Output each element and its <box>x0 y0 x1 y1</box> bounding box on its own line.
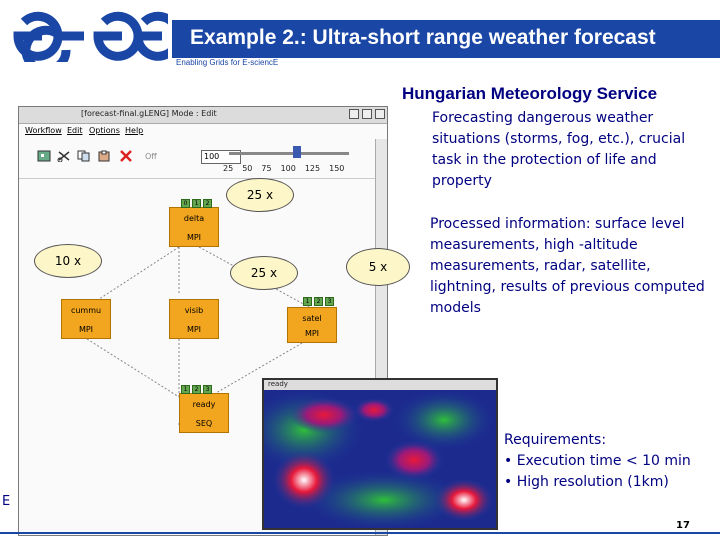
radar-heatmap <box>264 390 498 530</box>
port[interactable]: 1 <box>303 297 312 306</box>
job-cummu[interactable]: cummu MPI <box>61 299 111 339</box>
footer-text: E <box>2 494 11 509</box>
radar-window-title: ready <box>264 380 498 390</box>
page-number: 17 <box>676 520 690 531</box>
port[interactable]: 0 <box>181 199 190 208</box>
port[interactable]: 1 <box>192 199 201 208</box>
port[interactable]: 1 <box>181 385 190 394</box>
menu-help[interactable]: Help <box>125 126 144 135</box>
forecast-description: Forecasting dangerous weather situations (storms, fog, etc.), crucial task in the protection of life and property <box>432 110 686 189</box>
footer-line <box>0 532 720 534</box>
radar-image <box>262 378 498 530</box>
slider-ticks: 25 50 75 100 125 150 <box>223 164 345 173</box>
port[interactable]: 2 <box>314 297 323 306</box>
bubble-cummu-count: 10 x <box>34 244 102 278</box>
port[interactable]: 3 <box>203 385 212 394</box>
requirements <box>504 430 714 493</box>
egee-logo <box>12 10 168 62</box>
window-title: [forecast-final.gLENG] Mode : Edit <box>81 109 217 118</box>
job-satel[interactable]: satel MPI <box>287 307 337 343</box>
requirements-title: Requirements: <box>504 432 607 448</box>
job-delta[interactable]: delta MPI <box>169 207 219 247</box>
port[interactable]: 3 <box>325 297 334 306</box>
job-visib[interactable]: visib MPI <box>169 299 219 339</box>
close-button[interactable] <box>375 109 385 119</box>
zoom-select[interactable]: 100 <box>201 150 241 164</box>
port[interactable]: 2 <box>203 199 212 208</box>
port[interactable]: 2 <box>192 385 201 394</box>
menu-options[interactable]: Options <box>89 126 120 135</box>
slide-title: Example 2.: Ultra-short range weather forecast <box>190 26 656 49</box>
bubble-visib-count: 25 x <box>230 256 298 290</box>
menu-edit[interactable]: Edit <box>67 126 83 135</box>
requirement-item: • High resolution (1km) <box>504 474 669 490</box>
organization-title: Hungarian Meteorology Service <box>402 84 658 103</box>
job-ready[interactable]: ready SEQ <box>179 393 229 433</box>
requirement-item: • Execution time < 10 min <box>504 453 691 469</box>
bubble-satel-count: 5 x <box>346 248 410 286</box>
bubble-delta-count: 25 x <box>226 178 294 212</box>
zoom-label: Off <box>145 152 157 161</box>
tagline: Enabling Grids for E-sciencE <box>176 58 279 67</box>
slide-header <box>0 0 720 68</box>
processed-information: Processed information: surface level measurements, high -altitude measurements, radar, satellite, lightning, results of previous computed models <box>430 216 705 316</box>
menu-workflow[interactable]: Workflow <box>25 126 62 135</box>
